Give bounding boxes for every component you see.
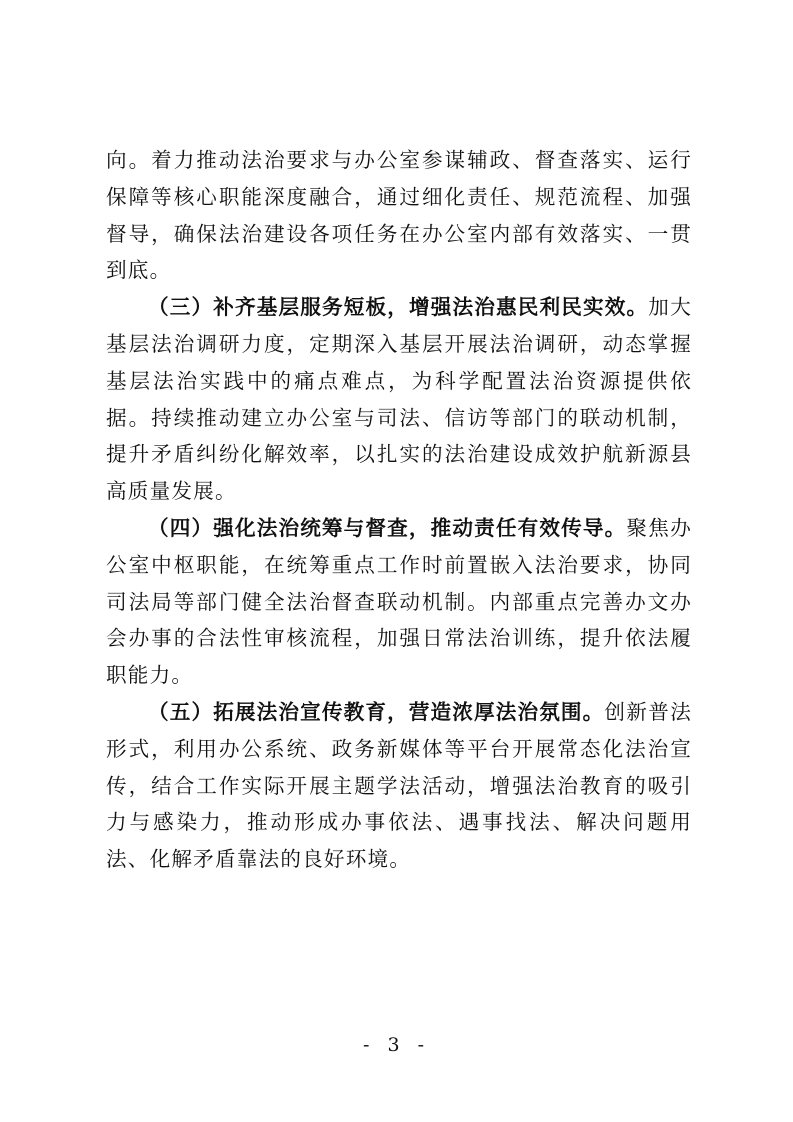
paragraph-continuation	[106, 142, 692, 289]
paragraph-section-5	[106, 694, 692, 878]
paragraph-text: 加大基层法治调研力度，定期深入基层开展法治调研，动态掌握基层法治实践中的痛点难点，为科学配置法治资源提供依据。持续推动建立办公室与司法、信访等部门的联动机制，提升矛盾纠纷化解效率，以扎实的法治建设成效护航新源县高质量发展。	[106, 295, 692, 504]
paragraph-section-4	[106, 510, 692, 694]
paragraph-text: 向。着力推动法治要求与办公室参谋辅政、督查落实、运行保障等核心职能深度融合，通过细化责任、规范流程、加强督导，确保法治建设各项任务在办公室内部有效落实、一贯到底。	[106, 148, 692, 283]
section-heading: （四）强化法治统筹与督查，推动责任有效传导。	[148, 515, 627, 540]
section-heading: （三）补齐基层服务短板，增强法治惠民利民实效。	[148, 295, 649, 320]
paragraph-text: 创新普法形式，利用办公系统、政务新媒体等平台开展常态化法治宣传，结合工作实际开展主题学法活动，增强法治教育的吸引力与感染力，推动形成办事依法、遇事找法、解决问题用法、化解矛盾靠法的良好环境。	[106, 699, 692, 872]
page-number: - 3 -	[362, 1034, 430, 1056]
section-heading: （五）拓展法治宣传教育，营造浓厚法治氛围。	[148, 699, 605, 724]
paragraph-section-3	[106, 289, 692, 510]
document-body	[106, 142, 692, 878]
paragraph-text: 聚焦办公室中枢职能，在统筹重点工作时前置嵌入法治要求，协同司法局等部门健全法治督查联动机制。内部重点完善办文办会办事的合法性审核流程，加强日常法治训练，提升依法履职能力。	[106, 515, 692, 688]
